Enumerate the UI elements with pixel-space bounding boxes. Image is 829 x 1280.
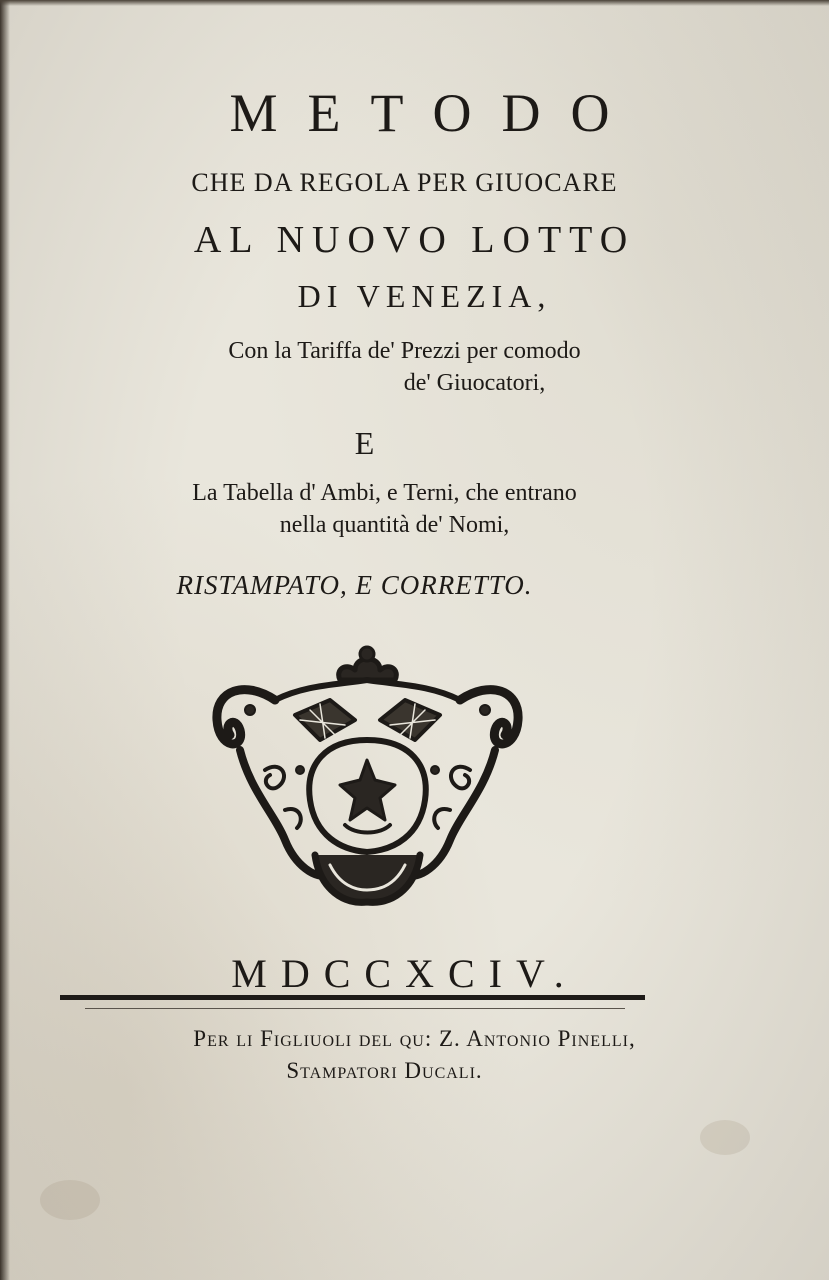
- book-title: METODO: [229, 83, 640, 143]
- subtitle-line-1: CHE DA REGOLA PER GIUOCARE: [191, 168, 618, 197]
- imprint-line-1: Per li Figliuoli del qu: Z. Antonio Pinelli,: [193, 1026, 636, 1051]
- imprint-line-2: Stampatori Ducali.: [286, 1058, 483, 1083]
- tabella-line-2: nella quantità de' Nomi,: [279, 512, 510, 538]
- tabella-line-1: La Tabella d' Ambi, e Terni, che entrano: [192, 480, 577, 506]
- paper-stain: [40, 1180, 100, 1220]
- subtitle-line-3: DI VENEZIA,: [297, 278, 552, 314]
- tariffa-line-1: Con la Tariffa de' Prezzi per comodo: [228, 338, 581, 364]
- edition-statement: RISTAMPATO, E CORRETTO.: [176, 570, 533, 600]
- paper-stain: [700, 1120, 750, 1155]
- divider-rule: [60, 995, 645, 1000]
- publication-year: MDCCXCIV.: [231, 951, 578, 996]
- page-edge-top: [0, 0, 829, 6]
- subtitle-line-2: AL NUOVO LOTTO: [193, 219, 636, 261]
- conjunction: E: [354, 425, 375, 461]
- printers-device-cartouche-icon: [205, 640, 530, 912]
- divider-rule-thin: [85, 1008, 625, 1009]
- tariffa-line-2: de' Giuocatori,: [403, 370, 546, 396]
